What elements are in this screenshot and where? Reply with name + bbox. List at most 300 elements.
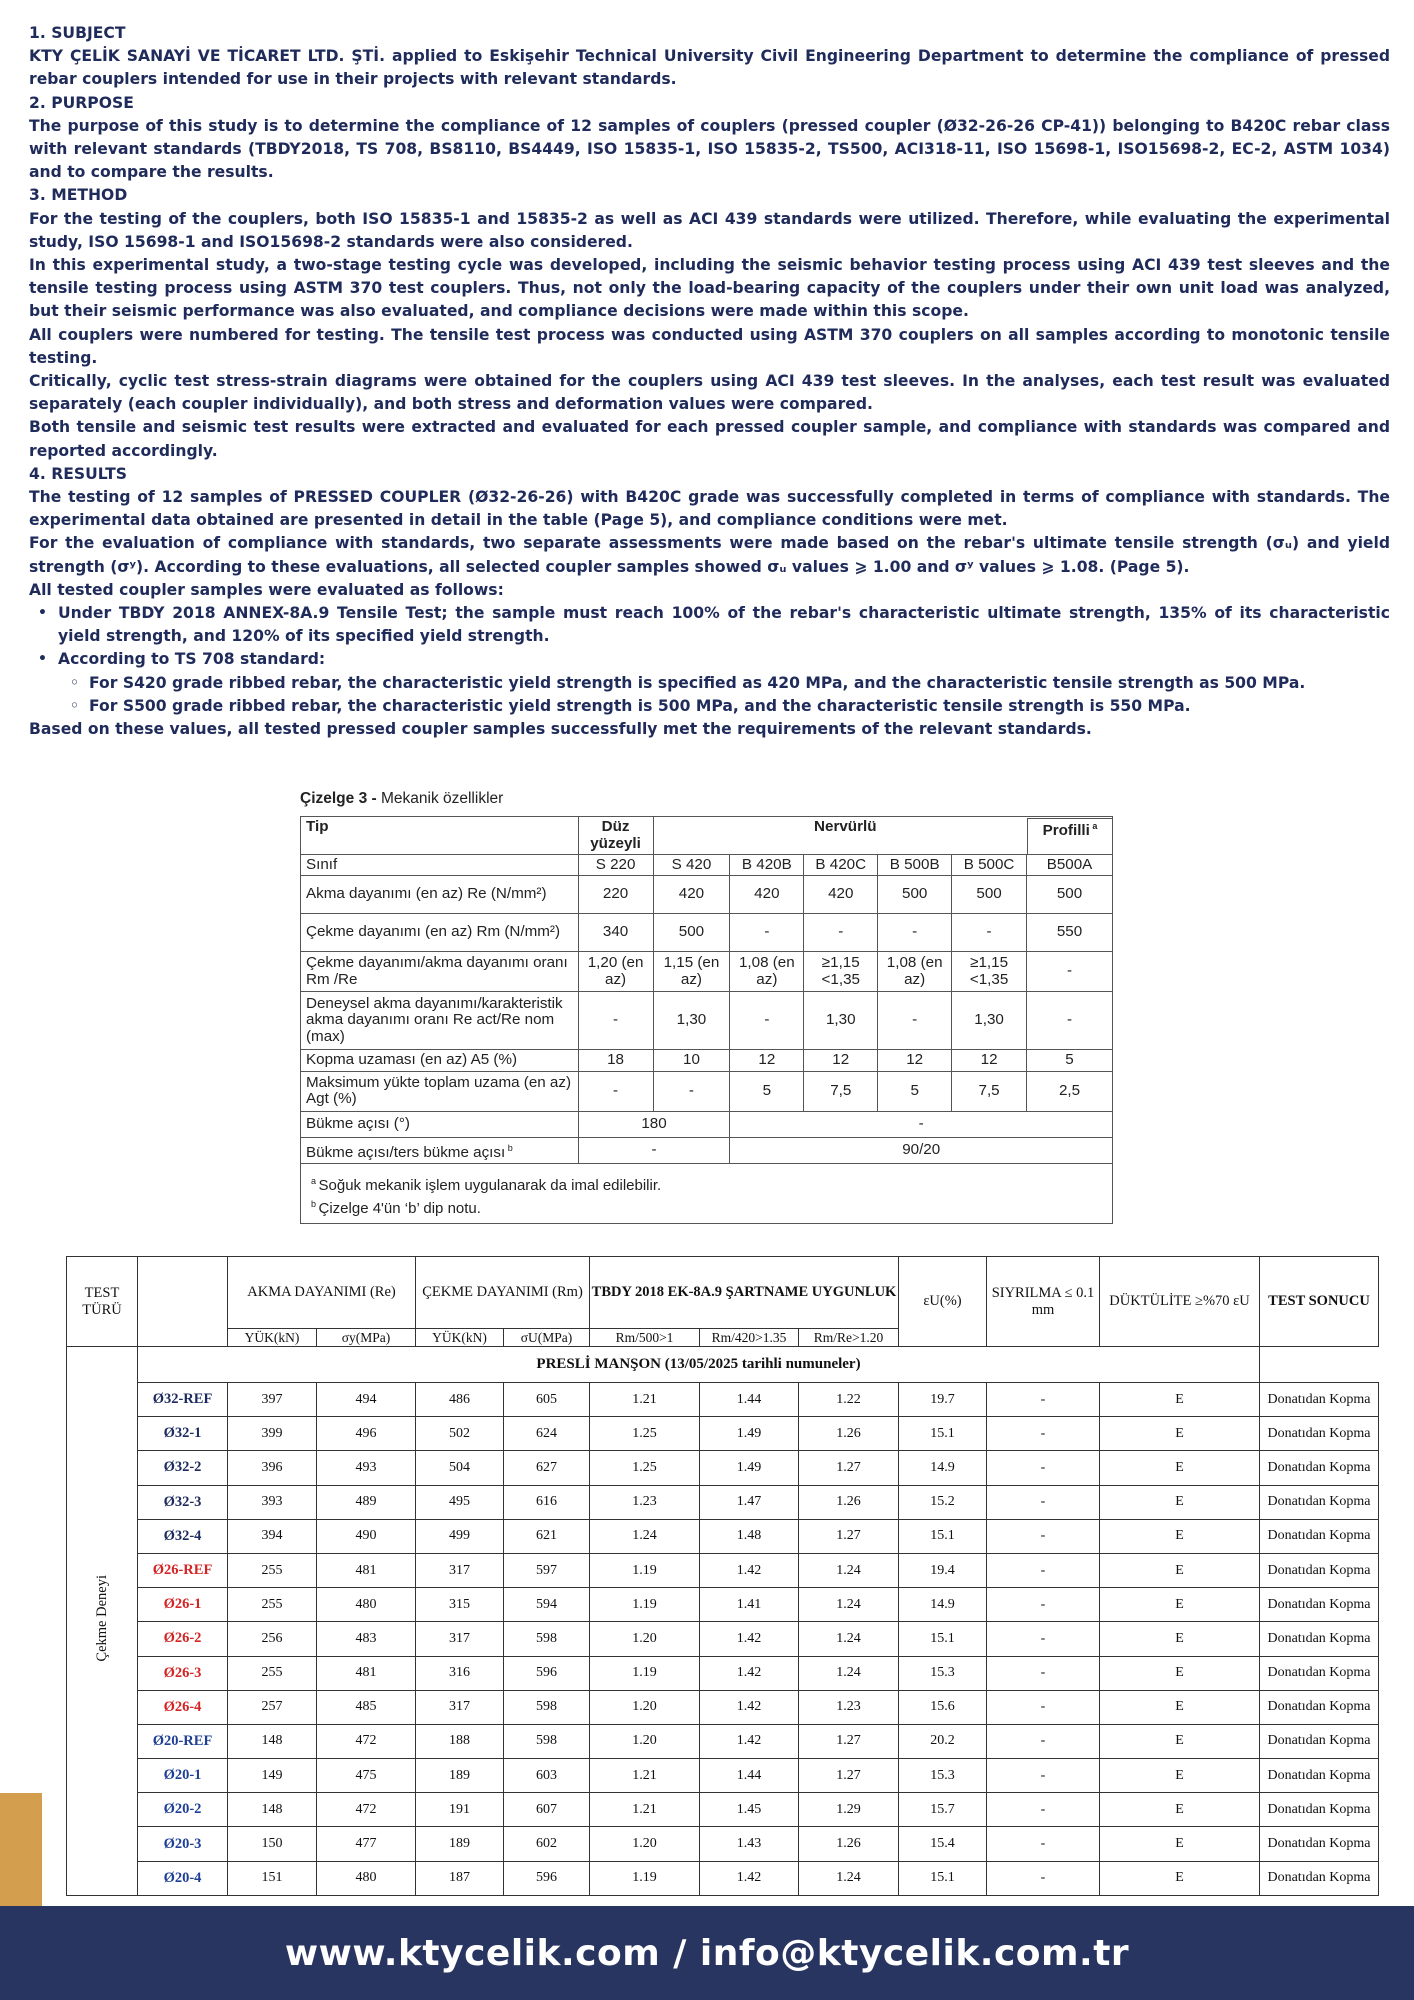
test-results-table (66, 1256, 1379, 1896)
sample-code: Ø20-3 (138, 1827, 228, 1861)
cell-value: ≥1,15 <1,35 (952, 952, 1027, 992)
cell-value: 420 (804, 876, 878, 914)
sample-code: Ø20-1 (138, 1759, 228, 1793)
cell-value: 187 (416, 1861, 504, 1895)
cell-value: 1.20 (590, 1622, 700, 1656)
cell-value: - (987, 1861, 1100, 1895)
cell-value: 485 (317, 1690, 416, 1724)
cell-value: E (1100, 1793, 1260, 1827)
cell-bukme-a: 180 (578, 1111, 730, 1137)
cell-value: 220 (578, 876, 653, 914)
header-eu: εU(%) (899, 1257, 987, 1347)
cell-value: 15.4 (899, 1827, 987, 1861)
cell-value: 1.29 (799, 1793, 899, 1827)
paragraph: KTY ÇELİK SANAYİ VE TİCARET LTD. ŞTİ. applied to Eskişehir Technical University Civil Engineering Department to determine the compliance of pressed rebar couplers intended for use in their projects with relevant standards. (29, 47, 1390, 89)
cell-value: 502 (416, 1417, 504, 1451)
cell-value: 1.42 (700, 1622, 799, 1656)
cell-value: E (1100, 1553, 1260, 1587)
cell-value: - (730, 992, 804, 1050)
paragraph: For the evaluation of compliance with standards, two separate assessments were made based on the rebar's ultimate tensile strength (σᵤ) and yield strength (σʸ). According to these evaluations, all selected coupler samples showed σᵤ values ⩾ 1.00 and σʸ values ⩾ 1.08. (Page 5). (29, 534, 1390, 576)
cell-value: Donatıdan Kopma (1260, 1383, 1379, 1417)
cell-value: 393 (228, 1485, 317, 1519)
cell-value: 500 (952, 876, 1027, 914)
cell-value: 315 (416, 1588, 504, 1622)
cell-value: 15.1 (899, 1622, 987, 1656)
cell-value: - (987, 1724, 1100, 1758)
cell-value: E (1100, 1622, 1260, 1656)
cell-sinif: B 500B (878, 854, 952, 876)
cell-value: 1,08 (en az) (730, 952, 804, 992)
list-item (58, 648, 1390, 718)
cell-value: 1.21 (590, 1793, 700, 1827)
cell-value: Donatıdan Kopma (1260, 1622, 1379, 1656)
table-caption: Çizelge 3 - Mekanik özellikler (300, 790, 504, 807)
cell-value: 151 (228, 1861, 317, 1895)
cell-value: E (1100, 1827, 1260, 1861)
cell-value: 1,30 (952, 992, 1027, 1050)
cell-value: - (578, 1071, 653, 1111)
sample-code: Ø26-3 (138, 1656, 228, 1690)
cell-value: Donatıdan Kopma (1260, 1827, 1379, 1861)
row-label: Çekme dayanımı (en az) Rm (N/mm²) (301, 914, 579, 952)
cell-value: 550 (1027, 914, 1113, 952)
cell-value: 494 (317, 1383, 416, 1417)
cell-value: E (1100, 1383, 1260, 1417)
cell-value: 472 (317, 1793, 416, 1827)
cell-value: 15.3 (899, 1656, 987, 1690)
cell-sinif: B500A (1027, 854, 1113, 876)
cell-value: 483 (317, 1622, 416, 1656)
cell-value: 621 (504, 1519, 590, 1553)
cell-value: E (1100, 1724, 1260, 1758)
cell-value: 5 (1027, 1050, 1113, 1072)
cell-value: - (878, 914, 952, 952)
list-item: • Under TBDY 2018 ANNEX-8A.9 Tensile Test; the sample must reach 100% of the rebar's characteristic ultimate strength, 135% of its characteristic yield strength, and 120% of its specified yield strength. (58, 602, 1390, 648)
cell-value: - (987, 1588, 1100, 1622)
cell-value: 607 (504, 1793, 590, 1827)
table-footnotes (301, 1164, 1113, 1224)
footer-contact: www.ktycelik.com / info@ktycelik.com.tr (284, 1932, 1130, 1974)
cell-value: Donatıdan Kopma (1260, 1417, 1379, 1451)
cell-value: 7,5 (804, 1071, 878, 1111)
cell-value: 490 (317, 1519, 416, 1553)
cell-value: Donatıdan Kopma (1260, 1861, 1379, 1895)
header-test-sonucu: TEST SONUCU (1260, 1257, 1379, 1347)
cell-value: 1.24 (799, 1861, 899, 1895)
bullet-list (29, 602, 1390, 718)
cell-value: 15.3 (899, 1759, 987, 1793)
cell-value: 15.6 (899, 1690, 987, 1724)
cell-value: Donatıdan Kopma (1260, 1793, 1379, 1827)
cell-value: 1.26 (799, 1485, 899, 1519)
cell-value: Donatıdan Kopma (1260, 1485, 1379, 1519)
cell-value: 486 (416, 1383, 504, 1417)
subheader: YÜK(kN) (416, 1329, 504, 1347)
table-row (67, 1451, 1379, 1485)
section-heading-subject: 1. SUBJECT (29, 24, 126, 42)
cell-value: Donatıdan Kopma (1260, 1553, 1379, 1587)
paragraph: In this experimental study, a two-stage testing cycle was developed, including the seismic behavior testing process using ACI 439 test sleeves and the tensile testing process using ASTM 370 test couplers. Thus, not only the load-bearing capacity of the couplers under their own unit load was analyzed, but their seismic performance was also evaluated, and compliance decisions were made within this scope. (29, 256, 1390, 321)
cell-value: - (653, 1071, 730, 1111)
cell-value: E (1100, 1485, 1260, 1519)
sample-code: Ø26-4 (138, 1690, 228, 1724)
cell-value: 15.2 (899, 1485, 987, 1519)
sample-code: Ø32-2 (138, 1451, 228, 1485)
cell-value: 627 (504, 1451, 590, 1485)
sample-code: Ø20-2 (138, 1793, 228, 1827)
subheader: σU(MPa) (504, 1329, 590, 1347)
cell-value: 150 (228, 1827, 317, 1861)
table-row (67, 1861, 1379, 1895)
table-row (67, 1553, 1379, 1587)
cell-value: 1.27 (799, 1519, 899, 1553)
cell-value: E (1100, 1451, 1260, 1485)
cell-value: 255 (228, 1588, 317, 1622)
header-tip: Tip (301, 817, 579, 855)
cell-sinif: B 420B (730, 854, 804, 876)
cell-value: 475 (317, 1759, 416, 1793)
cell-value: 399 (228, 1417, 317, 1451)
cell-value: 1.25 (590, 1417, 700, 1451)
row-label-ters: Bükme açısı/ters bükme açısı $^b$ (301, 1137, 579, 1164)
cell-value: 1.49 (700, 1451, 799, 1485)
cell-value: E (1100, 1519, 1260, 1553)
cell-value: - (878, 992, 952, 1050)
section-heading-purpose: 2. PURPOSE (29, 93, 134, 112)
header-blank (138, 1257, 228, 1347)
cell-value: 14.9 (899, 1451, 987, 1485)
cell-sinif: S 420 (653, 854, 730, 876)
cell-value: 19.4 (899, 1553, 987, 1587)
cell-value: 317 (416, 1622, 504, 1656)
sample-code: Ø32-1 (138, 1417, 228, 1451)
cell-value: 1.27 (799, 1451, 899, 1485)
cell-value: 499 (416, 1519, 504, 1553)
cell-value: 1.24 (799, 1588, 899, 1622)
cell-value: E (1100, 1417, 1260, 1451)
cell-value: 1,20 (en az) (578, 952, 653, 992)
sample-code: Ø26-REF (138, 1553, 228, 1587)
cell-value: 598 (504, 1690, 590, 1724)
header-nervurlu: Nervürlü (653, 817, 1112, 855)
cell-value: 500 (1027, 876, 1113, 914)
cell-value: 19.7 (899, 1383, 987, 1417)
cell-value: E (1100, 1861, 1260, 1895)
cell-value: 148 (228, 1724, 317, 1758)
header-profilli: Profilli $^a$ (1027, 818, 1113, 854)
cell-value: 496 (317, 1417, 416, 1451)
header-siyrilma: SIYRILMA ≤ 0.1 mm (987, 1257, 1100, 1347)
cell-value: - (987, 1622, 1100, 1656)
cell-value: 1.45 (700, 1793, 799, 1827)
cell-value: 1.19 (590, 1553, 700, 1587)
cell-sinif: S 220 (578, 854, 653, 876)
cell-value: 394 (228, 1519, 317, 1553)
cell-value: 594 (504, 1588, 590, 1622)
side-label: Çekme Deneyi (67, 1347, 138, 1896)
report-text (29, 22, 1390, 741)
cell-value: 1.27 (799, 1759, 899, 1793)
cell-value: 481 (317, 1656, 416, 1690)
accent-bar (0, 1793, 42, 1906)
paragraph: The testing of 12 samples of PRESSED COUPLER (Ø32-26-26) with B420C grade was successfully completed in terms of compliance with standards. The experimental data obtained are presented in detail in the table (Page 5), and compliance conditions were met. (29, 488, 1390, 530)
table-row (67, 1383, 1379, 1417)
cell-value: - (1027, 992, 1113, 1050)
table-row (67, 1417, 1379, 1451)
cell-value: 1.42 (700, 1553, 799, 1587)
table-row (67, 1656, 1379, 1690)
cell-value: E (1100, 1588, 1260, 1622)
table-row (67, 1690, 1379, 1724)
cell-value: 596 (504, 1656, 590, 1690)
cell-value: 1,30 (653, 992, 730, 1050)
cell-value: - (987, 1383, 1100, 1417)
cell-value: Donatıdan Kopma (1260, 1451, 1379, 1485)
cell-value: 1.21 (590, 1383, 700, 1417)
cell-value: E (1100, 1656, 1260, 1690)
sample-code: Ø26-2 (138, 1622, 228, 1656)
paragraph: Critically, cyclic test stress-strain diagrams were obtained for the couplers using ACI 439 test sleeves. In the analyses, each test result was evaluated separately (each coupler individually), and both stress and deformation values were compared. (29, 372, 1390, 414)
footer (0, 1906, 1414, 2000)
table-row (67, 1485, 1379, 1519)
cell-value: 255 (228, 1553, 317, 1587)
cell-value: 1.41 (700, 1588, 799, 1622)
cell-value: 14.9 (899, 1588, 987, 1622)
cell-value: 257 (228, 1690, 317, 1724)
cell-value: 500 (653, 914, 730, 952)
cell-value: - (578, 992, 653, 1050)
cell-value: 7,5 (952, 1071, 1027, 1111)
cell-value: 188 (416, 1724, 504, 1758)
paragraph: Based on these values, all tested pressed coupler samples successfully met the requirements of the relevant standards. (29, 720, 1092, 739)
paragraph: The purpose of this study is to determine the compliance of 12 samples of couplers (pressed coupler (Ø32-26-26 CP-41)) belonging to B420C rebar class with relevant standards (TBDY2018, TS 708, BS8110, BS4449, ISO 15835-1, ISO 15835-2, TS500, ACI318-11, ISO 15698-1, ISO15698-2, EC-2, ASTM 1034) and to compare the results. (29, 116, 1390, 182)
cell-value: 596 (504, 1861, 590, 1895)
row-label: Çekme dayanımı/akma dayanımı oranı Rm /Re (301, 952, 579, 992)
sample-code: Ø20-4 (138, 1861, 228, 1895)
paragraph: Both tensile and seismic test results were extracted and evaluated for each pressed coupler sample, and compliance with standards was compared and reported accordingly. (29, 418, 1390, 460)
header-akma: AKMA DAYANIMI (Re) (228, 1257, 416, 1329)
table-row (67, 1827, 1379, 1861)
cell-value: - (987, 1417, 1100, 1451)
cell-value: 12 (878, 1050, 952, 1072)
sub-bullet-list (58, 672, 1390, 718)
cell-value: 602 (504, 1827, 590, 1861)
sample-code: Ø32-3 (138, 1485, 228, 1519)
cell-value: 191 (416, 1793, 504, 1827)
subheader: σy(MPa) (317, 1329, 416, 1347)
paragraph: For the testing of the couplers, both ISO 15835-1 and 15835-2 as well as ACI 439 standards were utilized. Therefore, while evaluating the experimental study, ISO 15698-1 and ISO15698-2 standards were also considered. (29, 209, 1390, 251)
row-label-bukme: Bükme açısı (°) (301, 1111, 579, 1137)
header-tbdy: TBDY 2018 EK-8A.9 ŞARTNAME UYGUNLUK (590, 1257, 899, 1329)
header-duktulite: DÜKTÜLİTE ≥%70 εU (1100, 1257, 1260, 1347)
footnote-a: $^a$ Soğuk mekanik işlem uygulanarak da imal edilebilir. (311, 1176, 662, 1195)
cell-value: 1.20 (590, 1827, 700, 1861)
cell-value: 1.43 (700, 1827, 799, 1861)
subheader: YÜK(kN) (228, 1329, 317, 1347)
cell-value: 15.1 (899, 1417, 987, 1451)
cell-value: 420 (730, 876, 804, 914)
table-row (67, 1759, 1379, 1793)
subheader: Rm/420>1.35 (700, 1329, 799, 1347)
group-header: PRESLİ MANŞON (13/05/2025 tarihli numuneler) (138, 1347, 1260, 1383)
cell-value: 1,30 (804, 992, 878, 1050)
cell-value: - (987, 1656, 1100, 1690)
cell-value: 1.23 (590, 1485, 700, 1519)
cell-value: 5 (878, 1071, 952, 1111)
cell-value: 317 (416, 1553, 504, 1587)
cell-value: 1.24 (590, 1519, 700, 1553)
mechanical-properties-table (300, 790, 1115, 1224)
cell-value: Donatıdan Kopma (1260, 1588, 1379, 1622)
cell-value: 1.26 (799, 1827, 899, 1861)
cell-value: 480 (317, 1861, 416, 1895)
cell-value: 1.19 (590, 1656, 700, 1690)
table-row (67, 1519, 1379, 1553)
cell-value: 597 (504, 1553, 590, 1587)
cell-value: 1.19 (590, 1861, 700, 1895)
cell-value: 255 (228, 1656, 317, 1690)
list-item: ◦ For S500 grade ribbed rebar, the characteristic yield strength is 500 MPa, and the characteristic tensile strength is 550 MPa. (89, 695, 1390, 718)
cell-value: - (987, 1759, 1100, 1793)
cell-value: Donatıdan Kopma (1260, 1690, 1379, 1724)
cell-value: 495 (416, 1485, 504, 1519)
cell-value: 1,08 (en az) (878, 952, 952, 992)
cell-value: 189 (416, 1827, 504, 1861)
row-label: Kopma uzaması (en az) A5 (%) (301, 1050, 579, 1072)
subheader: Rm/Re>1.20 (799, 1329, 899, 1347)
cell-value: - (952, 914, 1027, 952)
cell-bukme-b: - (730, 1111, 1113, 1137)
header-cekme: ÇEKME DAYANIMI (Rm) (416, 1257, 590, 1329)
cell-value: 1.42 (700, 1724, 799, 1758)
cell-value: 605 (504, 1383, 590, 1417)
sample-code: Ø20-REF (138, 1724, 228, 1758)
cell-value: 1.23 (799, 1690, 899, 1724)
cell-value: 1.22 (799, 1383, 899, 1417)
list-item: ◦ For S420 grade ribbed rebar, the characteristic yield strength is specified as 420 MPa, and the characteristic tensile strength as 500 MPa. (89, 672, 1390, 695)
cell-value: 12 (804, 1050, 878, 1072)
cell-value: - (987, 1485, 1100, 1519)
section-heading-method: 3. METHOD (29, 186, 128, 205)
cell-value: 15.1 (899, 1861, 987, 1895)
cell-value: 2,5 (1027, 1071, 1113, 1111)
row-label: Maksimum yükte toplam uzama (en az) Agt (%) (301, 1071, 579, 1111)
cell-value: 18 (578, 1050, 653, 1072)
cell-value: Donatıdan Kopma (1260, 1519, 1379, 1553)
cell-value: 1.44 (700, 1383, 799, 1417)
cell-value: 1.27 (799, 1724, 899, 1758)
cell-value: 12 (730, 1050, 804, 1072)
subheader: Rm/500>1 (590, 1329, 700, 1347)
cell-value: 1.49 (700, 1417, 799, 1451)
cell-value: 1.24 (799, 1656, 899, 1690)
cell-value: 317 (416, 1690, 504, 1724)
row-label: Deneysel akma dayanımı/karakteristik akma dayanımı oranı Re act/Re nom (max) (301, 992, 579, 1050)
table-row (67, 1724, 1379, 1758)
cell-value: 624 (504, 1417, 590, 1451)
cell-value: - (730, 914, 804, 952)
cell-value: 598 (504, 1724, 590, 1758)
section-heading-results: 4. RESULTS (29, 464, 127, 483)
cell-value: 1.26 (799, 1417, 899, 1451)
cell-value: 15.1 (899, 1519, 987, 1553)
cell-value: - (987, 1553, 1100, 1587)
cell-value: 1.25 (590, 1451, 700, 1485)
header-test-turu: TEST TÜRÜ (67, 1257, 138, 1347)
cell-value: 1.47 (700, 1485, 799, 1519)
cell-value: 1.21 (590, 1759, 700, 1793)
cell-value: 396 (228, 1451, 317, 1485)
cell-value: 12 (952, 1050, 1027, 1072)
cell-value: Donatıdan Kopma (1260, 1759, 1379, 1793)
footnote-b: $^b$ Çizelge 4'ün ‘b’ dip notu. (311, 1199, 481, 1218)
cell-value: Donatıdan Kopma (1260, 1724, 1379, 1758)
cell-value: - (804, 914, 878, 952)
cell-value: 472 (317, 1724, 416, 1758)
list-item-text: According to TS 708 standard: (58, 650, 326, 669)
cell-value: 603 (504, 1759, 590, 1793)
cell-sinif: B 420C (804, 854, 878, 876)
cell-value: 1.48 (700, 1519, 799, 1553)
cell-value: 149 (228, 1759, 317, 1793)
cell-value: - (987, 1793, 1100, 1827)
cell-value: 481 (317, 1553, 416, 1587)
cell-value: 1.42 (700, 1861, 799, 1895)
table-row (67, 1793, 1379, 1827)
cell-value: 616 (504, 1485, 590, 1519)
cell-ters-a: - (578, 1137, 730, 1164)
cell-value: 480 (317, 1588, 416, 1622)
cell-value: 397 (228, 1383, 317, 1417)
cell-value: 340 (578, 914, 653, 952)
cell-value: - (987, 1519, 1100, 1553)
cell-value: ≥1,15 <1,35 (804, 952, 878, 992)
cell-value: - (1027, 952, 1113, 992)
cell-value: 1.44 (700, 1759, 799, 1793)
cell-value: 489 (317, 1485, 416, 1519)
cell-value: 1.24 (799, 1622, 899, 1656)
cell-value: 500 (878, 876, 952, 914)
cell-value: 598 (504, 1622, 590, 1656)
cell-value: 256 (228, 1622, 317, 1656)
sample-code: Ø26-1 (138, 1588, 228, 1622)
cell-value: E (1100, 1690, 1260, 1724)
paragraph: All tested coupler samples were evaluated as follows: (29, 580, 504, 599)
cell-value: 1,15 (en az) (653, 952, 730, 992)
cell-value: - (987, 1690, 1100, 1724)
cell-value: - (987, 1451, 1100, 1485)
paragraph: All couplers were numbered for testing. The tensile test process was conducted using ASTM 370 couplers on all samples according to monotonic tensile testing. (29, 325, 1390, 367)
cell-value: 504 (416, 1451, 504, 1485)
table-row (67, 1622, 1379, 1656)
cell-sinif: B 500C (952, 854, 1027, 876)
cell-value: E (1100, 1759, 1260, 1793)
cell-value: 148 (228, 1793, 317, 1827)
cell-value: 420 (653, 876, 730, 914)
sample-code: Ø32-REF (138, 1383, 228, 1417)
cell-value: 5 (730, 1071, 804, 1111)
header-duz: Düz yüzeyli (578, 817, 653, 855)
row-label: Akma dayanımı (en az) Re (N/mm²) (301, 876, 579, 914)
cell-value: 1.20 (590, 1724, 700, 1758)
cell-value: 20.2 (899, 1724, 987, 1758)
cell-value: 15.7 (899, 1793, 987, 1827)
cell-value: 477 (317, 1827, 416, 1861)
table-row (67, 1588, 1379, 1622)
sample-code: Ø32-4 (138, 1519, 228, 1553)
cell-value: 316 (416, 1656, 504, 1690)
cell-value: Donatıdan Kopma (1260, 1656, 1379, 1690)
